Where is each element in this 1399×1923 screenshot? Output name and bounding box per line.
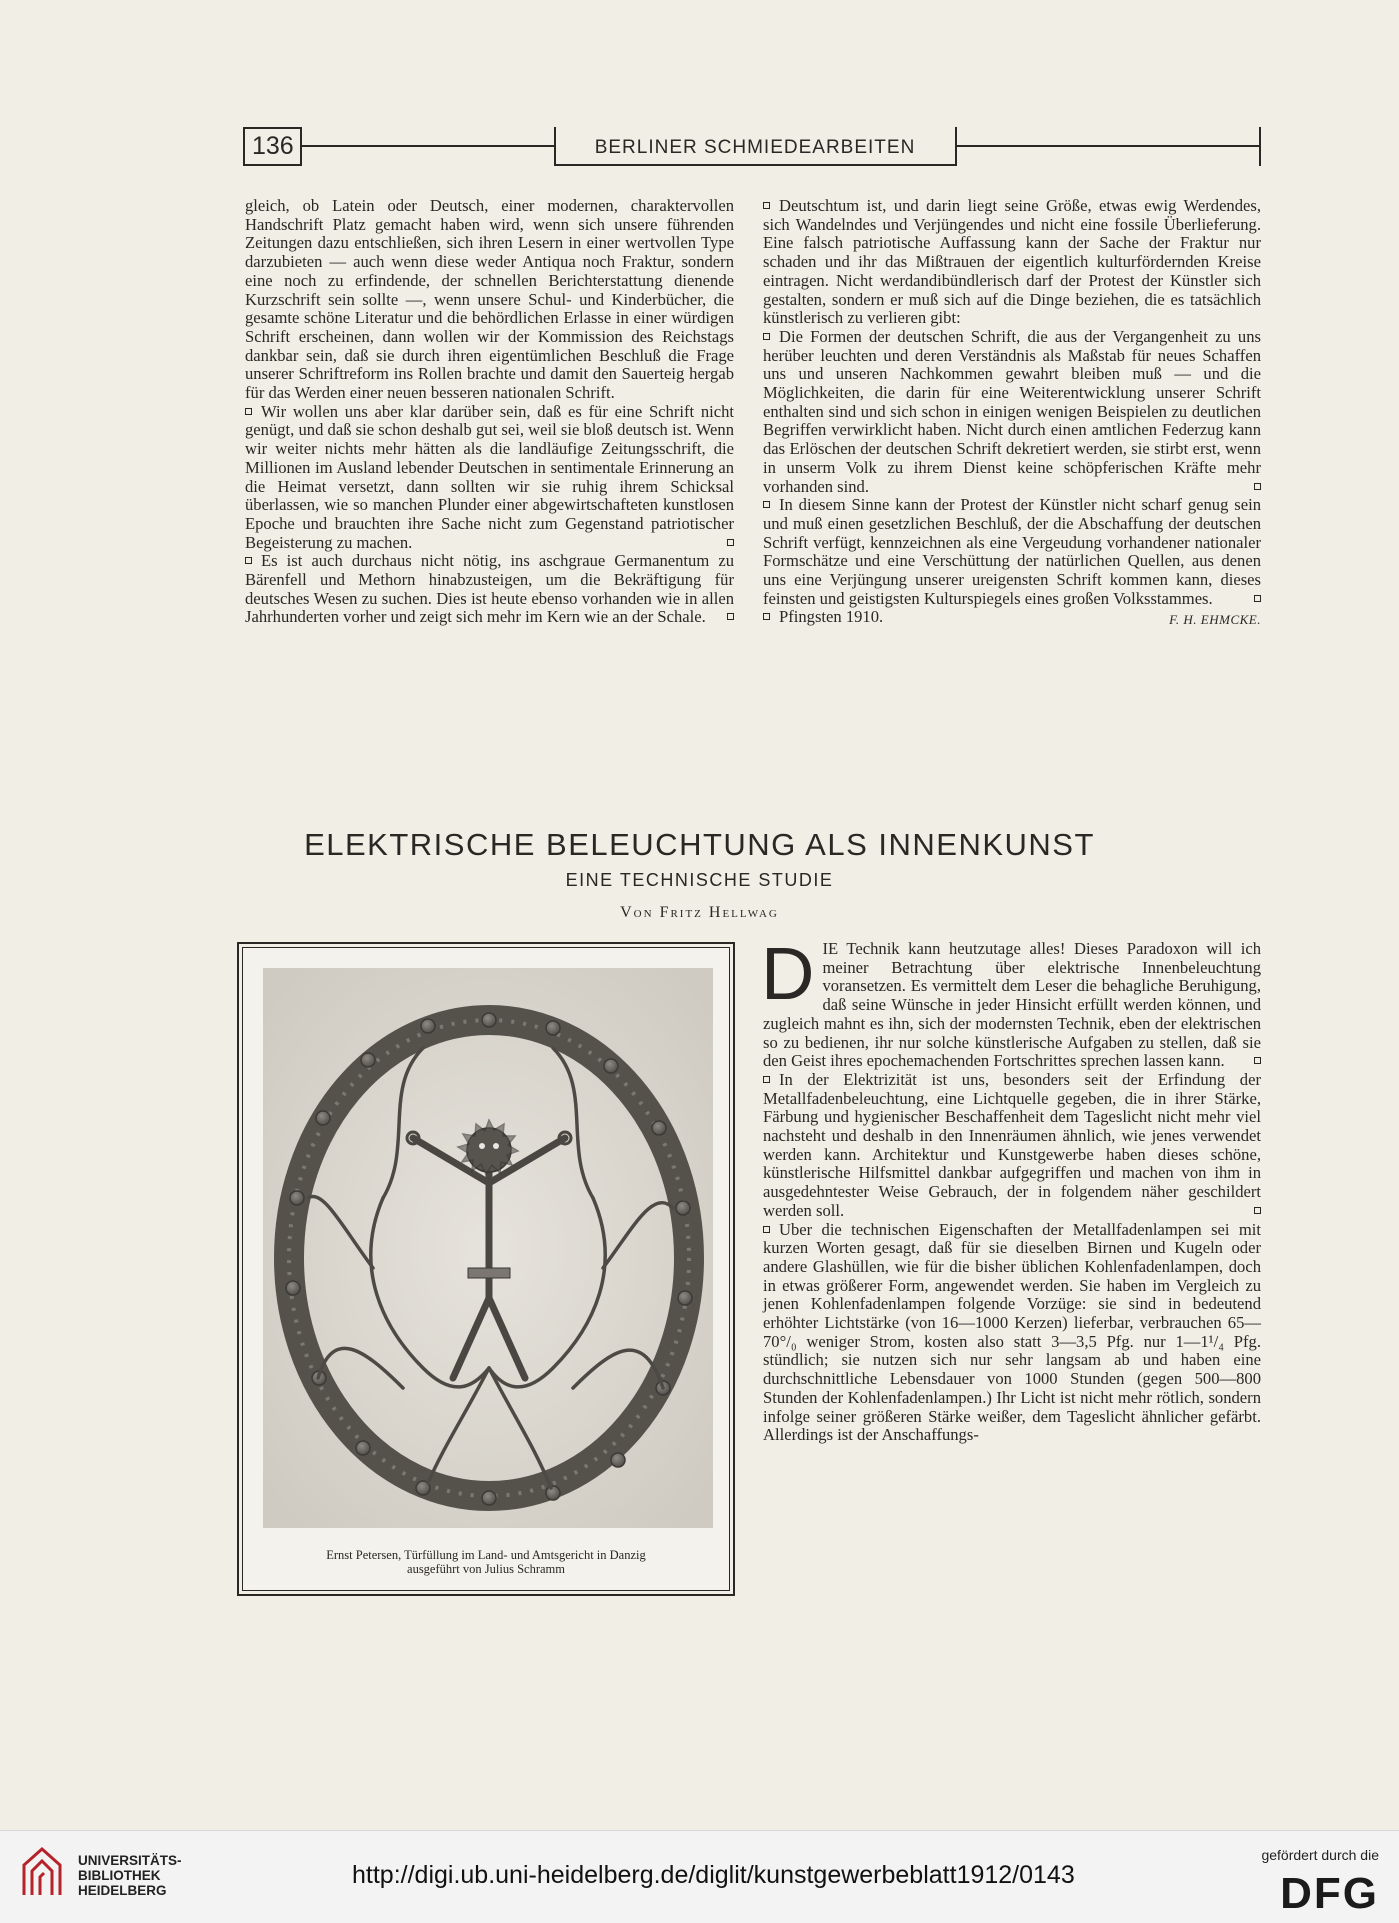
author-signature: F. H. EHMCKE. [1169,612,1261,628]
page-number: 136 [252,132,294,160]
paragraph: Uber die technischen Eigenschaften der Metallfadenlampen sei mit kurzen Worten gesagt, daß für sie dieselben Birnen und Kugeln oder andere Glashüllen, wie für die bisher üblichen Kohlenfadenlampen, doch in etwas größerer Form, angewendet werden. Sie haben im Vergleich zu jenen Kohlenfadenlampen folgende Vorzüge: sie sind in bedeutend erhöhter Lichtstärke (von 16—1000 Kerzen) lieferbar, verbrauchen 65—70°/₀ weniger Strom, kosten also statt 3—3,5 Pfg. nur 1—1¹/₄ Pfg. stündlich; sie nutzen sich nur sehr langsam ab und haben eine durchschnittliche Lebensdauer von 1000 Stunden (gegen 500—800 Stunden der Kohlenfadenlampen.) Ihr Licht ist nicht mehr rötlich, sondern infolge seiner größeren Stärke weißer, dem Tageslicht ähnlicher gefärbt. Allerdings ist der Anschaffungs- [763,1219,1261,1445]
paragraph-marker-icon [763,1226,770,1233]
paragraph-marker-icon [245,557,252,564]
article-subtitle: EINE TECHNISCHE STUDIE [565,870,834,890]
paragraph-end-marker-icon [1254,595,1261,602]
article-author: Von Fritz Hellwag [620,904,779,921]
figure-caption: Ernst Petersen, Türfüllung im Land- und Amtsgericht in Danzig ausgeführt von Julius Schramm [326,1548,646,1576]
paragraph-marker-icon [763,501,770,508]
paragraph: Deutschtum ist, und darin liegt seine Größe, etwas ewig Werdendes, sich Wandelndes und Verjüngendes und nicht eine fossile Überlieferung. Eine falsch patriotische Auffassung kann der Sache der Fraktur nur schaden und ihr das Mißtrauen der eigentlich kulturfördernden Kreise eintragen. Nicht werdandibündlerisch darf der Protest der Künstler sich gestalten, sondern er muß sich auf die Dinge beziehen, die es tatsächlich künstlerisch zu verlieren gibt: [763,196,1261,328]
paragraph-marker-icon [763,613,770,620]
paragraph: DIE Technik kann heutzutage alles! Dieses Paradoxon will ich meiner Betrachtung über elektrische Innenbeleuchtung voransetzen. Es vermittelt dem Leser die behagliche Beruhigung, daß seine Wünsche in jeder Hinsicht erfüllt werden können, und zugleich mahnt es ihn, sich der modernsten Technik, eben der elektrischen so zu bedienen, ihr nur solche künstlerische Aufgaben zu stellen, daß sie den Geist ihres epochemachenden Fortschrittes sprechen lassen kann. [761,932,1261,1071]
dfg-logo[interactable]: DFG [1280,1869,1379,1918]
paragraph: gleich, ob Latein oder Deutsch, einer modernen, charaktervollen Handschrift Platz gemacht haben wird, wenn sich unsere führenden Zeitungen dazu entschließen, sich ihren Lesern in einer wertvollen Type darzubieten — auch wenn diese weder Antiqua noch Fraktur, sondern eine noch zu erfindende, der schnellen Berichterstattung dienende Kurzschrift sein sollte —, wenn unsere Schul- und Kinderbücher, die gesamte schöne Literatur und die behördlichen Erlasse in einer würdigen Schrift erscheinen, dann wollen wir der Kommission des Reichstags dankbar sein, daß sie durch ihren eigentümlichen Beschluß die Frage unserer Schriftreform ins Rollen brachte und damit den Sauerteig hergab für das Werden einer neuen besseren nationalen Schrift. [245,196,734,403]
paragraph: Wir wollen uns aber klar darüber sein, daß es für eine Schrift nicht genügt, und daß sie schon deshalb gut sei, weil sie bloß deutsch ist. Wenn wir weiter nichts mehr hätten als die landläufige Zeitungsschrift, die Millionen im Ausland lebender Deutschen in sentimentale Erinnerung an die Heimat versetzt, dann sollten wir sie ruhig ihrem Schicksal überlassen, wie so manchen Plunder einer abgewirtschafteten kunstlosen Epoche und brauchten ihre Sache nicht zum Gegenstand patriotischer Begeisterung zu machen. [245,401,734,552]
article-column [761,932,1261,1445]
footer [0,1830,1399,1923]
article-title: ELEKTRISCHE BELEUCHTUNG ALS INNENKUNST [304,827,1095,862]
paragraph-marker-icon [245,408,252,415]
paragraph-end-marker-icon [1254,1207,1261,1214]
paragraph-marker-icon [763,202,770,209]
dateline: Pfingsten 1910. F. H. EHMCKE. [763,608,1261,627]
university-library-logo-icon[interactable] [18,1843,66,1903]
left-column [245,197,734,627]
source-url-link[interactable]: http://digi.ub.uni-heidelberg.de/diglit/kunstgewerbeblatt1912/0143 [352,1861,1075,1889]
funding-label: gefördert durch die [1261,1847,1379,1863]
figure [237,942,735,1596]
paragraph-end-marker-icon [727,539,734,546]
door-panel-photo [263,968,713,1528]
paragraph: In diesem Sinne kann der Protest der Künstler nicht scharf genug sein und muß einen gesetzlichen Beschluß, der die Abschaffung der deutschen Schrift verfügt, kennzeichnen als eine Vergeudung vorhandener nationaler Formschätze und eine Verschüttung der natürlichen Quellen, aus denen uns eine Verjüngung unserer ureigensten Schrift kommen kann, dieses feinsten und geistigsten Kulturspiegels eines großen Volksstammes. [763,495,1261,608]
library-name[interactable]: UNIVERSITÄTS- BIBLIOTHEK HEIDELBERG [78,1853,182,1898]
paragraph-end-marker-icon [727,613,734,620]
drop-cap: D [761,932,815,1015]
paragraph: Die Formen der deutschen Schrift, die aus der Vergangenheit zu uns herüber leuchten und deren Verständnis als Maßstab für neues Schaffen uns und unseren Nachkommen gewahrt bleiben muß — und die Möglichkeiten, die darin für eine Weiterentwicklung unserer Schrift enthalten sind und sich schon in einigen wenigen Beispielen zu deutlichen Begriffen verwirklicht haben. Nicht durch einen amtlichen Federzug kann das Erlöschen der deutschen Schrift dekretiert werden, sie stirbt erst, wenn in unserm Volk zu ihrem Dienst keine schöpferischen Kräfte mehr vorhanden sind. [763,326,1261,496]
right-column [763,197,1261,630]
paragraph-end-marker-icon [1254,1057,1261,1064]
running-title: BERLINER SCHMIEDEARBEITEN [594,137,916,158]
paragraph: In der Elektrizität ist uns, besonders seit der Erfindung der Metallfadenbeleuchtung, eine Lichtquelle gegeben, die in ihrer Stärke, Färbung und hygienischer Beschaffenheit dem Tageslicht nicht mehr viel nachsteht und deshalb in den Innenräumen ähnlich, wie jenes verwendet werden kann. Architektur und Kunstgewerbe haben dieses schöne, künstlerische Hilfsmittel dankbar aufgegriffen und machen von ihm in ausgedehntester Weise Gebrauch, der in folgendem näher geschildert werden soll. [763,1069,1261,1220]
paragraph-marker-icon [763,1076,770,1083]
paragraph-marker-icon [763,333,770,340]
paragraph-end-marker-icon [1254,483,1261,490]
paragraph: Es ist auch durchaus nicht nötig, ins aschgraue Germanentum zu Bärenfell und Methorn hinabzusteigen, um die Bekräftigung für deutsches Wesen zu suchen. Dies ist heute ebenso vorhanden wie in allen Jahrhunderten vorher und zeigt sich mehr im Kern wie an der Schale. [245,551,734,627]
running-header [243,127,1261,166]
